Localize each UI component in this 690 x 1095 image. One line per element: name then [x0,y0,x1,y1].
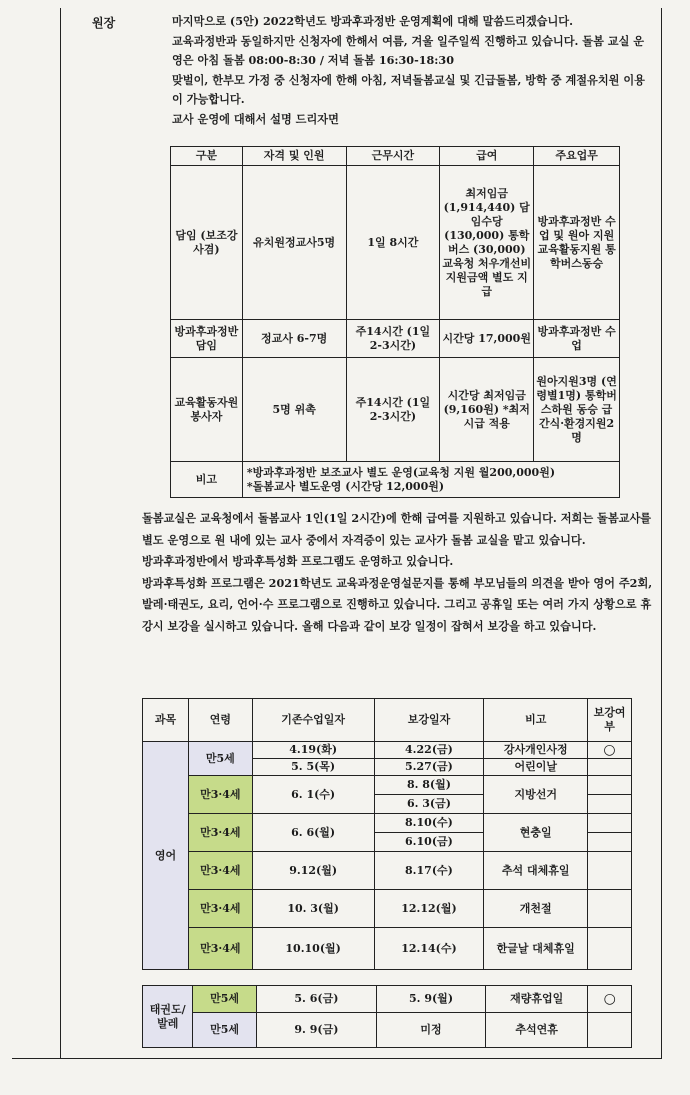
makeup-schedule-table-taekwondo [142,985,632,1048]
table-cell: 6. 1(수) [252,776,374,814]
table-row [143,814,632,833]
paragraph: 방과후과정반에서 방과후특성화 프로그램도 운영하고 있습니다. [142,554,454,568]
age-cell: 만5세 [188,742,252,776]
intro-text [172,12,650,129]
table-cell: 재량휴업일 [485,986,588,1013]
makeup-schedule-table [142,698,632,970]
intro-line: 마지막으로 (5안) 2022학년도 방과후과정반 운영계획에 대해 말씀드리겠습니다. [172,14,573,28]
table-header-row [171,147,620,166]
table-row [171,166,620,320]
age-cell: 만3·4세 [188,814,252,852]
column-header: 보강여부 [588,699,632,742]
table-cell: 주14시간 (1일 2-3시간) [346,358,440,462]
table-cell: 10.10(월) [252,928,374,970]
age-cell: 만3·4세 [188,890,252,928]
table-header-row [143,699,632,742]
completed-mark [588,928,632,970]
completed-mark [588,1013,632,1048]
age-cell: 만3·4세 [188,852,252,890]
table-cell: 한글날 대체휴일 [484,928,588,970]
middle-text [142,508,654,637]
completed-mark [588,795,632,814]
completed-mark [588,833,632,852]
speaker-label: 원장 [92,16,116,30]
note-line: *돌봄교사 별도운영 (시간당 12,000원) [246,479,445,493]
table-cell: 6. 6(월) [252,814,374,852]
table-cell: 4.22(금) [374,742,484,759]
table-cell: 6. 3(금) [374,795,484,814]
column-header: 보강일자 [374,699,484,742]
table-cell: 강사개인사정 [484,742,588,759]
table-cell: 5.27(금) [374,759,484,776]
column-header: 비고 [484,699,588,742]
column-header: 과목 [143,699,189,742]
table-cell: 담임 (보조강사겸) [171,166,243,320]
paragraph: 돌봄교실은 교육청에서 돌봄교사 1인(1일 2시간)에 한해 급여를 지원하고 있습니다. 저희는 돌봄교사를 별도 운영으로 원 내에 있는 교사 중에서 자격증이 있는 교사가 돌봄 교실을 맡고 있습니다. [142,511,652,547]
table-cell: 교육활동자원봉사자 [171,358,243,462]
table-row [143,776,632,795]
table-row [143,852,632,890]
table-cell: 지방선거 [484,776,588,814]
table-row [143,742,632,759]
table-cell: 8.17(수) [374,852,484,890]
note-cell [242,462,619,498]
table-cell: 현충일 [484,814,588,852]
completed-mark [588,852,632,890]
age-cell: 만3·4세 [188,928,252,970]
table-cell: 5. 6(금) [256,986,377,1013]
column-header: 자격 및 인원 [242,147,346,166]
table-row [143,890,632,928]
table-cell: 1일 8시간 [346,166,440,320]
table-cell: 최저임금 (1,914,440) 담임수당 (130,000) 통학버스 (30,000) 교육청 처우개선비 지원금액 별도 지급 [440,166,534,320]
table-cell: 방과후과정반 수업 [534,320,620,358]
table-cell: 5. 5(목) [252,759,374,776]
column-header: 기존수업일자 [252,699,374,742]
table-cell: 시간당 최저임금 (9,160원) *최저시급 적용 [440,358,534,462]
bottom-rule [12,1058,660,1059]
table-row [143,986,632,1013]
table-cell: 주14시간 (1일 2-3시간) [346,320,440,358]
note-line: *방과후과정반 보조교사 별도 운영(교육청 지원 월200,000원) [246,465,556,479]
paragraph: 방과후특성화 프로그램은 2021학년도 교육과정운영설문지를 통해 부모님들의 의견을 받아 영어 주2회, 발레·태권도, 요리, 언어·수 프로그램으로 진행하고 있습니다. 그리고 공휴일 또는 여러 가지 상황으로 휴강시 보강을 실시하고 있습니다. 올해 다음과 같이 보강 일정이 잡혀서 보강을 하고 있습니다. [142,575,653,633]
table-cell: 어린이날 [484,759,588,776]
column-header: 구분 [171,147,243,166]
table-cell: 시간당 17,000원 [440,320,534,358]
table-cell: 9.12(월) [252,852,374,890]
column-header: 근무시간 [346,147,440,166]
table-cell: 추석 대체휴일 [484,852,588,890]
table-cell: 12.12(월) [374,890,484,928]
completed-mark [588,814,632,833]
table-cell: 원아지원3명 (연령별1명) 통학버스하원 동승 급간식·환경지원2명 [534,358,620,462]
table-cell: 9. 9(금) [256,1013,377,1048]
table-cell: 5. 9(월) [377,986,486,1013]
subject-cell: 영어 [143,742,189,970]
table-row [171,462,620,498]
intro-line: 맞벌이, 한부모 가정 중 신청자에 한해 아침, 저녁돌봄교실 및 긴급돌봄, 방학 중 계절유치원 이용이 가능합니다. [172,72,645,106]
age-cell: 만3·4세 [188,776,252,814]
table-row [171,358,620,462]
table-row [171,320,620,358]
table-cell: 추석연휴 [485,1013,588,1048]
column-header: 급여 [440,147,534,166]
table-cell: 4.19(화) [252,742,374,759]
table-cell: 정교사 6-7명 [242,320,346,358]
table-row [143,928,632,970]
table-cell: 8.10(수) [374,814,484,833]
table-cell: 8. 8(월) [374,776,484,795]
column-header: 주요업무 [534,147,620,166]
intro-line: 교육과정반과 동일하지만 신청자에 한해서 여름, 겨울 일주일씩 진행하고 있습니다. 돌봄 교실 운영은 아침 돌봄 08:00-8:30 / 저녁 돌봄 16:30-18:30 [172,33,645,67]
completed-mark [588,890,632,928]
table-cell: 방과후과정반 담임 [171,320,243,358]
intro-line: 교사 운영에 대해서 설명 드리자면 [172,111,339,126]
table-cell: 12.14(수) [374,928,484,970]
staff-table [170,146,620,498]
age-cell: 만5세 [193,1013,256,1048]
table-cell: 개천절 [484,890,588,928]
table-cell: 미정 [377,1013,486,1048]
column-header: 연령 [188,699,252,742]
completed-mark [588,759,632,776]
completed-mark: ○ [588,986,632,1013]
subject-cell: 태권도/발레 [143,986,193,1048]
table-cell: 10. 3(월) [252,890,374,928]
table-cell: 6.10(금) [374,833,484,852]
table-cell: 방과후과정반 수업 및 원아 지원 교육활동지원 통학버스동승 [534,166,620,320]
table-cell: 5명 위촉 [242,358,346,462]
table-row [143,1013,632,1048]
completed-mark [588,776,632,795]
table-cell: 유치원정교사5명 [242,166,346,320]
age-cell: 만5세 [193,986,256,1013]
note-label: 비고 [171,462,243,498]
completed-mark: ○ [588,742,632,759]
